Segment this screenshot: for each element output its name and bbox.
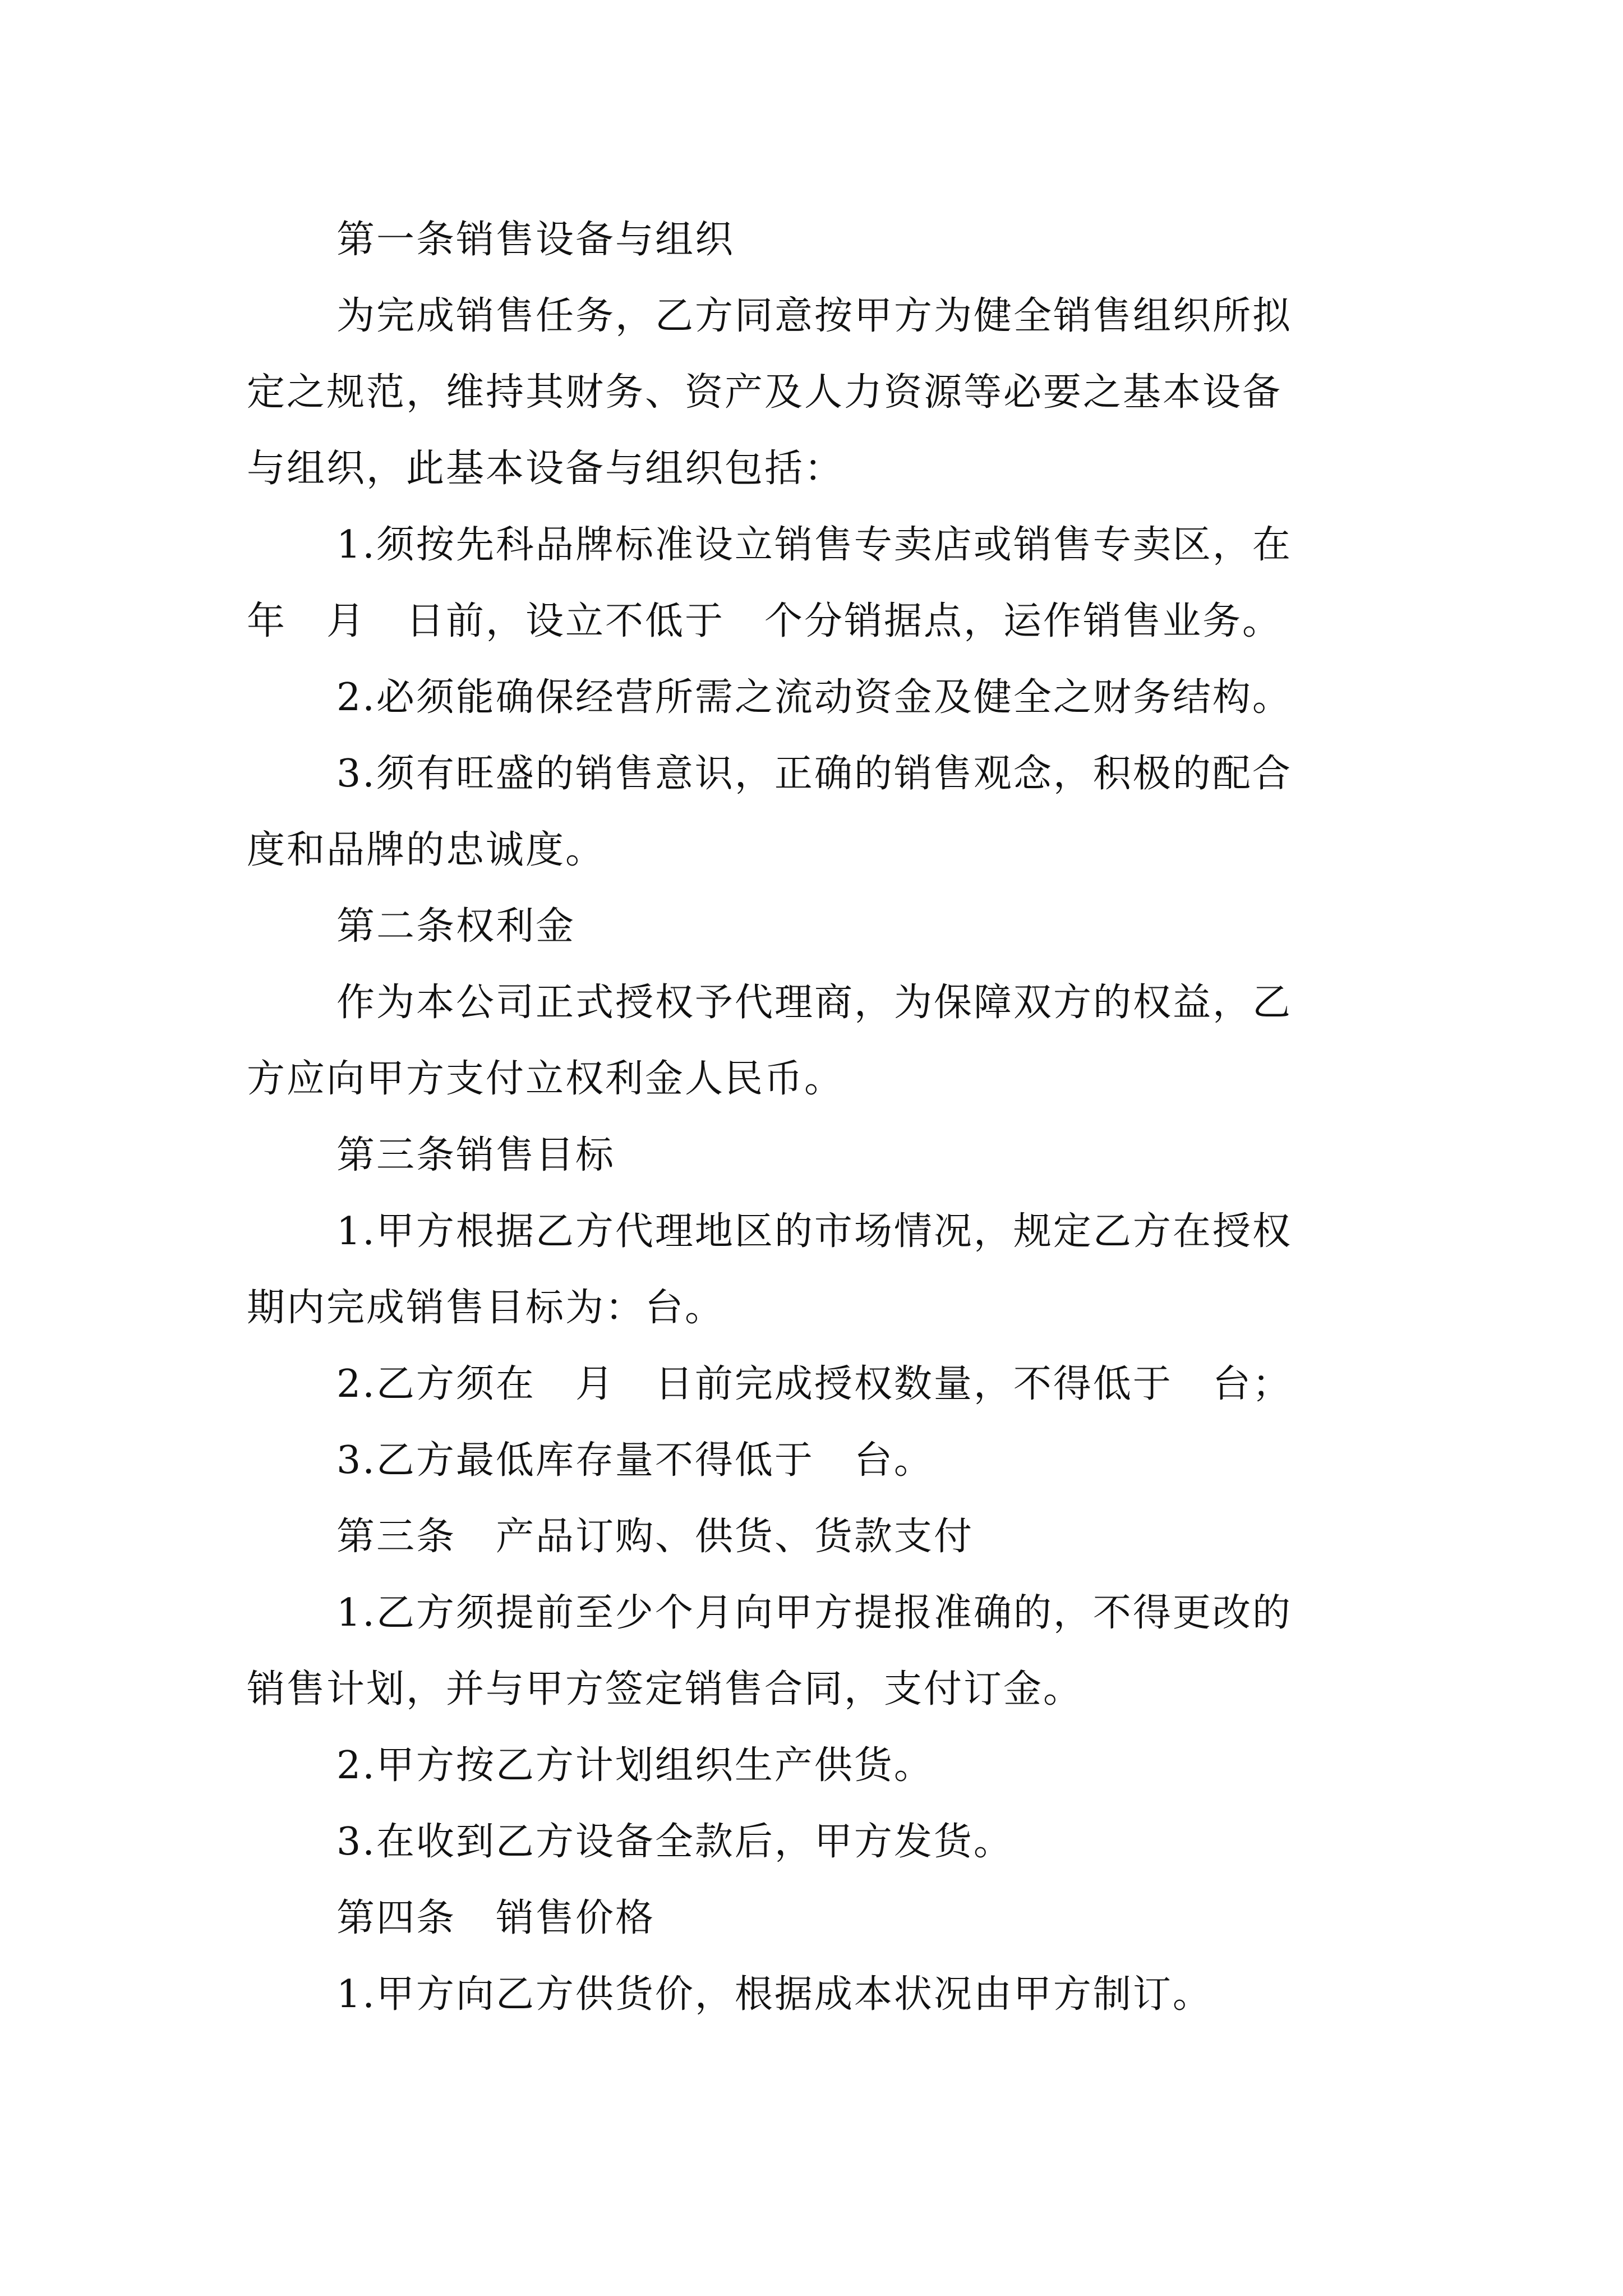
paragraph-line: 为完成销售任务，乙方同意按甲方为健全销售组织所拟 [336,294,1293,338]
paragraph-line: 作为本公司正式授权予代理商，为保障双方的权益，乙 [336,981,1293,1025]
list-item-line: 2.必须能确保经营所需之流动资金及健全之财务结构。 [336,675,1292,720]
list-item-line: 3.乙方最低库存量不得低于 台。 [336,1438,934,1483]
list-item-line: 年 月 日前，设立不低于 个分销据点，运作销售业务。 [247,599,1283,643]
paragraph-line: 定之规范，维持其财务、资产及人力资源等必要之基本设备 [247,370,1283,415]
list-item-line: 1.乙方须提前至少个月向甲方提报准确的，不得更改的 [336,1591,1292,1635]
list-item-line: 3.须有旺盛的销售意识，正确的销售观念，积极的配合 [336,752,1292,796]
list-item-line: 1.甲方向乙方供货价，根据成本状况由甲方制订。 [336,1972,1212,2017]
clause-4-heading: 第四条 销售价格 [336,1896,656,1940]
clause-2-heading: 第二条权利金 [336,904,576,949]
list-item-line: 1.甲方根据乙方代理地区的市场情况，规定乙方在授权 [336,1209,1292,1254]
paragraph-line: 与组织，此基本设备与组织包括： [247,447,845,491]
clause-3b-heading: 第三条 产品订购、供货、货款支付 [336,1515,974,1559]
list-item-line: 3.在收到乙方设备全款后，甲方发货。 [336,1820,1013,1864]
list-item-line: 1.须按先科品牌标准设立销售专卖店或销售专卖区，在 [336,523,1292,567]
list-item-line: 2.乙方须在 月 日前完成授权数量，不得低于 台； [336,1362,1292,1406]
clause-3-heading: 第三条销售目标 [336,1133,616,1177]
document-body [247,202,1402,2033]
list-item-line: 度和品牌的忠诚度。 [247,828,606,872]
list-item-line: 2.甲方按乙方计划组织生产供货。 [336,1743,934,1788]
list-item-line: 期内完成销售目标为：台。 [247,1286,725,1330]
paragraph-line: 方应向甲方支付立权利金人民币。 [247,1057,845,1101]
list-item-line: 销售计划，并与甲方签定销售合同，支付订金。 [247,1667,1083,1711]
clause-1-heading: 第一条销售设备与组织 [336,218,735,262]
